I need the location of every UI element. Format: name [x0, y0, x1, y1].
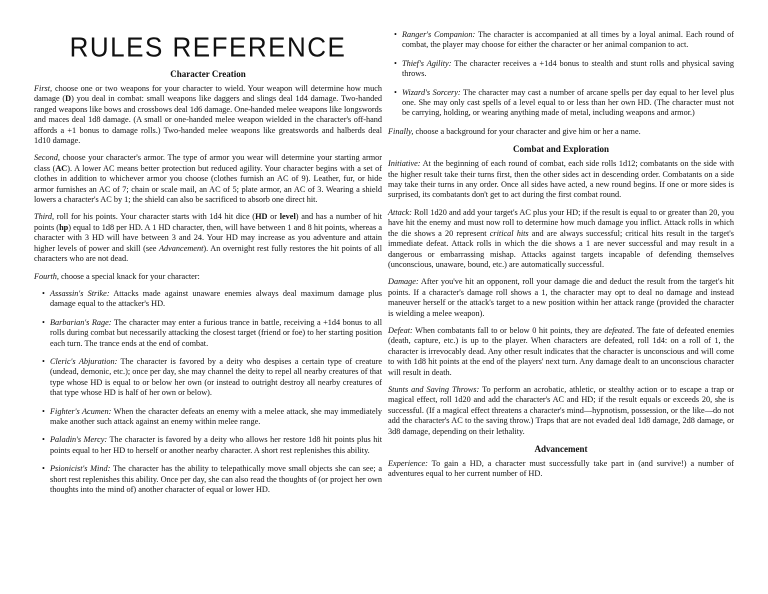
section-heading-combat: Combat and Exploration	[512, 144, 610, 155]
knack-item-psionicist	[42, 464, 382, 495]
bullet-icon: •	[42, 356, 45, 366]
knack-list-continued	[388, 30, 734, 119]
knack-item-cleric	[42, 357, 382, 399]
paragraph-lead: Defeat:	[388, 325, 413, 335]
knack-name: Fighter's Acumen:	[50, 406, 112, 416]
abbreviation-hp: hp	[59, 222, 69, 232]
knack-item-thief	[394, 59, 734, 80]
knack-name: Wizard's Sorcery:	[402, 87, 461, 97]
knack-name: Paladin's Mercy:	[50, 435, 108, 445]
bullet-icon: •	[42, 464, 45, 474]
section-heading-character-creation: Character Creation	[170, 69, 246, 79]
paragraph-experience: Experience: To gain a HD, a character must successfully take part in (and survive!) a number of adventures equal to her current number of HD.	[388, 459, 734, 479]
paragraph-lead: Third,	[34, 212, 55, 222]
abbreviation-level: level	[279, 212, 296, 222]
bullet-icon: •	[42, 406, 45, 416]
term-critical-hits: critical hits	[489, 228, 529, 238]
section-heading-advancement: Advancement	[534, 444, 588, 454]
knack-item-barbarian	[42, 318, 382, 349]
left-column	[34, 28, 382, 503]
knack-item-ranger	[394, 30, 734, 51]
paragraph-first: First, choose one or two weapons for your character to wield. Your weapon will determine how much damage (D) you deal in combat: small weapons like daggers and slings deal 1d4 damage. Two-handed ranged weapons like bows and crossbows deal 1d6 damage. One-handed melee weapons like longswords and maces deal 1d8 damage. (A small or one-handed melee weapon wielded in the character's off-hand affords a +1 bonus to damage rolls.) Two-handed melee weapons like greatswords and halberds deal 1d10 damage.	[34, 84, 382, 146]
bullet-icon: •	[394, 30, 397, 39]
paragraph-damage: Damage: After you've hit an opponent, roll your damage die and deduct the result from the target's hit points. If a character's damage roll shows a 1, the character may opt to deal no damage and instead maneuver herself or the attack's target to a new position within her attack range (provided the character is wielding a melee weapon).	[388, 277, 734, 318]
knack-item-wizard	[394, 88, 734, 119]
knack-name: Psionicist's Mind:	[50, 464, 111, 474]
bullet-icon: •	[394, 87, 397, 97]
abbreviation-ac: AC	[55, 163, 68, 173]
knack-text: The character is favored by a deity who despises a certain type of creature (undead, demonic, etc.); once per day, she may channel the deity to repel all nearby creatures of that type whose HD is equal to or below her own (or instead to outright destroy all nearby creatures of that type whose HD is half of her own or below).	[50, 356, 382, 398]
cross-reference: Advancement	[158, 243, 204, 253]
term-defeated: defeated	[604, 325, 633, 335]
paragraph-stunts: Stunts and Saving Throws: To perform an acrobatic, athletic, or stealthy action or to escape a trap or magical effect, roll 1d20 and add the character's AC and HD; if the result equals or exceeds 20, she is successful. (If a magical effect threatens a character's mind—hypnotism, possession, or the like—do not add the character's AC to the saving throw.) Traps that are not evaded deal 1d8 damage, 2d8 damage, or 3d8 damage, depending on their lethality.	[388, 384, 734, 436]
knack-text: The character receives a +1d4 bonus to stealth and stunt rolls and physical saving throws.	[402, 58, 734, 79]
paragraph-lead: Stunts and Saving Throws:	[388, 384, 480, 394]
paragraph-third: Third, roll for his points. Your character starts with 1d4 hit dice (HD or level) and has a number of hit points (hp) equal to 1d8 per HD. A 1 HD character, then, will have between 1 and 8 hit points, whereas a character with 3 HD will have between 3 and 24. Your HD may increase as you adventure and attain higher levels of power and skill (see Advancement). An overnight rest fully restores the hit points of all characters who are not dead.	[34, 212, 383, 264]
knack-text: The character may cast a number of arcane spells per day equal to her level plus one. She may only cast spells of a level equal to or less than her own HD. (The character must not be carrying, holding, or wearing anything made of metal, including weapons and armor.)	[402, 87, 734, 118]
bullet-icon: •	[42, 288, 45, 298]
paragraph-lead: Initiative:	[388, 159, 421, 169]
knack-item-fighter	[42, 407, 382, 428]
paragraph-lead: Second,	[34, 153, 60, 163]
paragraph-lead: Fourth,	[34, 271, 59, 281]
abbreviation-d: D	[65, 94, 72, 104]
paragraph-finally: Finally, choose a background for your character and give him or her a name.	[388, 126, 641, 136]
knack-name: Cleric's Abjuration:	[50, 356, 118, 366]
paragraph-initiative: Initiative: At the beginning of each round of combat, each side rolls 1d12; combatants on the side with the higher result take their turns first, then the other sides act in descending order. Combatants on a side may take their turns in any order. Once all sides have acted, a new round begins. If one or more sides is surprised, its combatants don't get to act during the first combat round.	[388, 159, 734, 200]
knack-text: The character is accompanied at all times by a loyal animal. Each round of combat, the player may choose for either the character or her animal companion to act.	[402, 30, 734, 50]
knack-text: The character is favored by a deity who allows her restore 1d8 hit points plus hit points equal to her HD to herself or another nearby character. A short rest replenishes this ability.	[50, 435, 382, 455]
abbreviation-hd: HD	[255, 212, 268, 222]
knack-name: Ranger's Companion:	[402, 30, 476, 39]
knack-name: Barbarian's Rage:	[50, 317, 112, 327]
knack-text: The character may enter a furious trance in battle, receiving a +1d4 bonus to all rolls during combat but necessarily attacking the closest target (friend or foe) to her starting position each turn. The trance ends at the end of combat.	[50, 317, 382, 348]
knack-item-assassin	[42, 289, 382, 310]
knack-name: Assassin's Strike:	[50, 288, 110, 298]
paragraph-attack: Attack: Roll 1d20 and add your target's AC plus your HD; if the result is equal to or greater than 20, you have hit the enemy and must now roll to determine how much damage you inflict. Attack rolls in which the die shows a 20 represent critical hits and are always successful; critical hits result in the target's immediate defeat. Attack rolls in which the die shows a 1 are never successful and may result in a dangerous or embarrassing mishap. Attacks against targets incapable of defending themselves (unconscious, unaware, bound, etc.) are automatically successful.	[388, 207, 735, 269]
knack-item-paladin	[42, 435, 382, 456]
document-title: RULES REFERENCE	[69, 31, 347, 63]
paragraph-second: Second, choose your character's armor. The type of armor you wear will determine your starting armor class (AC). A lower AC means better protection but reduced agility. Your character begins with a set of clothes in addition to whichever armor you choose (clothes furnish an AC of 9). Leather, fur, or hide armor furnishes an AC of 7; chain or scale mail, an AC of 5; plate armor, an AC of 3. Wearing a shield lowers a character's AC by 1; the shield can also be sacrificed to absorb one direct hit.	[34, 153, 382, 205]
knack-text: The character has the ability to telepathically move small objects she can see; a short rest replenishes this ability. Once per day, she can also read the thoughts of (or project her own thoughts into the mind of) another character of equal or lower HD.	[50, 464, 382, 494]
right-column	[388, 30, 734, 487]
paragraph-lead: First,	[34, 84, 53, 93]
knack-list	[34, 289, 382, 496]
knack-text: When the character defeats an enemy with a melee attack, she may immediately make another such attack against an enemy within melee range.	[50, 406, 382, 426]
paragraph-lead: Finally,	[388, 126, 414, 136]
paragraph-lead: Attack:	[388, 207, 412, 217]
bullet-icon: •	[394, 58, 397, 68]
knack-name: Thief's Agility:	[402, 58, 452, 68]
bullet-icon: •	[42, 317, 45, 327]
bullet-icon: •	[42, 435, 45, 445]
paragraph-lead: Damage:	[388, 277, 419, 287]
paragraph-defeat: Defeat: When combatants fall to or below 0 hit points, they are defeated. The fate of defeated enemies (death, capture, etc.) is up to the player. When characters are defeated, roll 1d4: on a roll of 1, the character is irrevocably dead. Any other result indicates that the character is unconscious and will come to with 1d8 hit points at the end of the players' next turn. Any damage dealt to an unconscious character will result in death.	[388, 325, 734, 377]
paragraph-fourth: Fourth, choose a special knack for your character:	[34, 271, 200, 281]
paragraph-lead: Experience:	[388, 459, 428, 468]
knack-text: Attacks made against unaware enemies always deal maximum damage plus damage equal to the attacker's HD.	[50, 288, 382, 309]
